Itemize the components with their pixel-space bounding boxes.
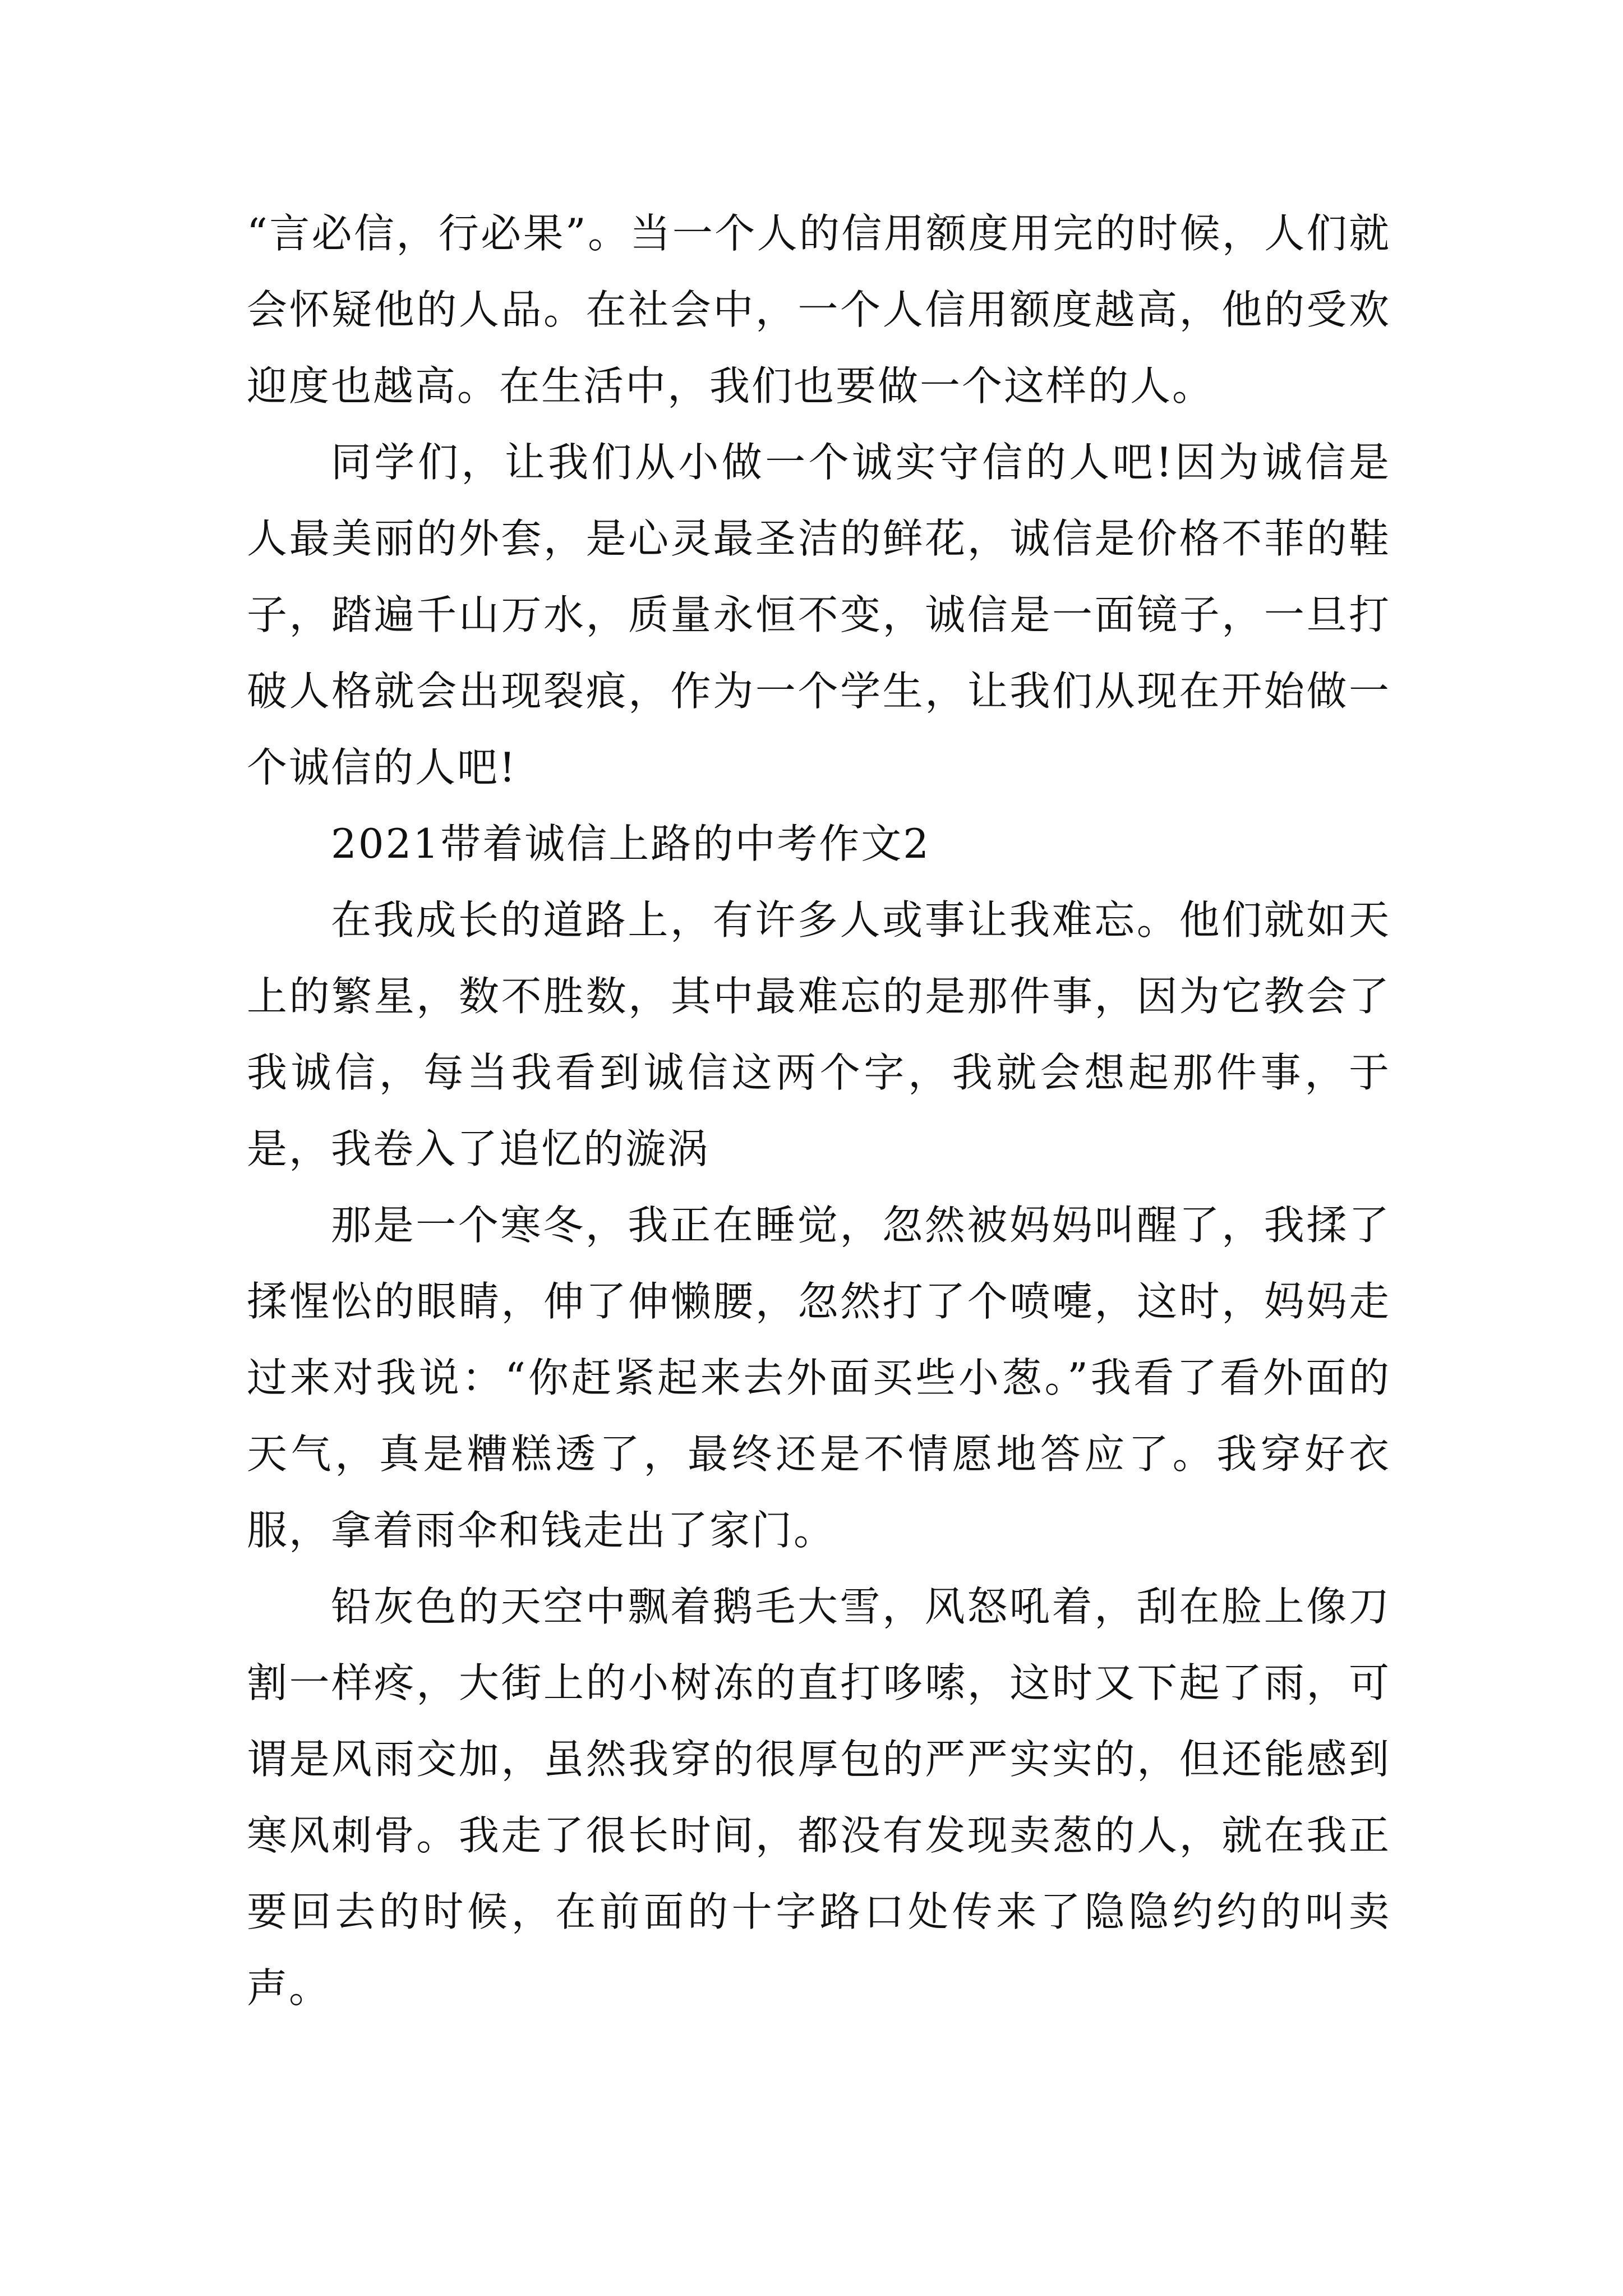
paragraph-5: 铅灰色的天空中飘着鹅毛大雪，风怒吼着，刮在脸上像刀割一样疼，大街上的小树冻的直打哆嗦，这时又下起了雨，可谓是风雨交加，虽然我穿的很厚包的严严实实的，但还能感到寒风刺骨。我走了很长时间，都没有发现卖葱的人，就在我正要回去的时候，在前面的十字路口处传来了隐隐约约的叫卖声。 (247, 1583, 1391, 2012)
paragraph-3: 在我成长的道路上，有许多人或事让我难忘。他们就如天上的繁星，数不胜数，其中最难忘的是那件事，因为它教会了我诚信，每当我看到诚信这两个字，我就会想起那件事，于是，我卷入了追忆的漩涡 (247, 896, 1391, 1172)
paragraph-1: “言必信，行必果”。当一个人的信用额度用完的时候，人们就会怀疑他的人品。在社会中，一个人信用额度越高，他的受欢迎度也越高。在生活中，我们也要做一个这样的人。 (247, 210, 1391, 409)
section-title: 2021带着诚信上路的中考作文2 (331, 820, 931, 867)
paragraph-4: 那是一个寒冬，我正在睡觉，忽然被妈妈叫醒了，我揉了揉惺忪的眼睛，伸了伸懒腰，忽然打了个喷嚏，这时，妈妈走过来对我说：“你赶紧起来去外面买些小葱。”我看了看外面的天气，真是糟糕透了，最终还是不情愿地答应了。我穿好衣服，拿着雨伞和钱走出了家门。 (247, 1202, 1391, 1554)
document-body (247, 195, 1391, 2026)
paragraph-2: 同学们，让我们从小做一个诚实守信的人吧!因为诚信是人最美丽的外套，是心灵最圣洁的鲜花，诚信是价格不菲的鞋子，踏遍千山万水，质量永恒不变，诚信是一面镜子，一旦打破人格就会出现裂痕，作为一个学生，让我们从现在开始做一个诚信的人吧! (247, 439, 1391, 791)
